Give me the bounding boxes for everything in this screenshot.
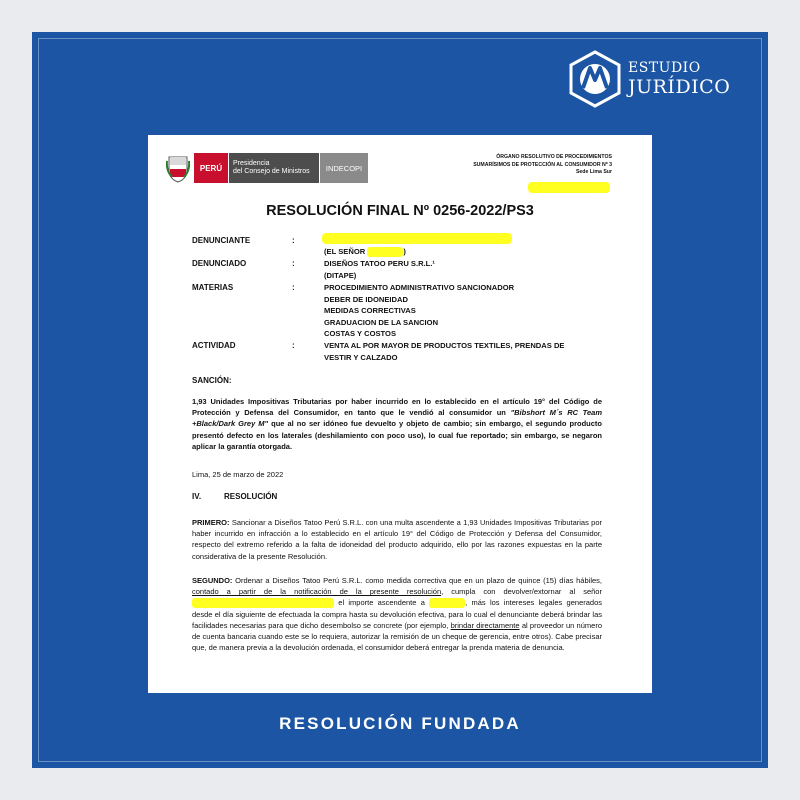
actividad-line1: VENTA AL POR MAYOR DE PRODUCTOS TEXTILES, PRENDAS DE	[324, 341, 565, 350]
primero-paragraph	[192, 517, 602, 562]
actividad-line2: VESTIR Y CALZADO	[324, 352, 398, 362]
denunciado-name: DISEÑOS TATOO PERU S.R.L.¹	[324, 259, 435, 268]
organ-line1: ÓRGANO RESOLUTIVO DE PROCEDIMIENTOS	[496, 154, 612, 160]
peru-label: PERÚ	[194, 153, 228, 183]
primero-text: Sancionar a Diseños Tatoo Perú S.R.L. con una multa ascendente a 1,93 Unidades Impositivas Tributarias por haber incurrido en infracción a lo establecido en el artículo 19° del Código de Protección y Defensa del Consumidor, respecto del extremo referido a la falta de idoneidad del producto adquirido, ello por las razones expuestas en la parte considerativa de la presente Resolución.	[192, 518, 602, 561]
redaction-highlight	[429, 598, 465, 608]
brand-name	[628, 60, 730, 98]
segundo-text-d: , más los intereses legales generados desde el día siguiente de efectuada la compra hasta su devolución efectiva, para lo cual el denunciante deberá brindar las facilidades necesarias para que dicho desembolso se concrete (por ejemplo,	[192, 598, 602, 630]
actividad-value	[324, 340, 565, 363]
segundo-text-b: , cumpla con devolver/extornar al señor	[441, 587, 602, 597]
materia-item: DEBER DE IDONEIDAD	[324, 294, 408, 304]
denunciante-sub	[324, 246, 406, 258]
segundo-label: SEGUNDO:	[192, 576, 233, 585]
segundo-text-a: Ordenar a Diseños Tatoo Perú S.R.L. como medida correctiva que en un plazo de quince (15) días hábiles,	[232, 576, 602, 585]
materia-item: PROCEDIMIENTO ADMINISTRATIVO SANCIONADOR	[324, 283, 515, 292]
segundo-underlined-2: brindar directamente	[450, 620, 520, 630]
denunciado-value	[324, 258, 435, 281]
section-title: RESOLUCIÓN	[224, 492, 278, 501]
primero-label: PRIMERO:	[192, 518, 230, 527]
section-number: IV.	[192, 492, 202, 501]
denunciante-label: DENUNCIANTE	[192, 236, 251, 245]
actividad-label: ACTIVIDAD	[192, 341, 236, 350]
organ-name	[473, 154, 612, 177]
indecopi-label: INDECOPI	[320, 153, 368, 183]
product-name: "Bibshort M´s RC Team +Black/Dark Grey M"	[192, 408, 602, 429]
sancion-text	[192, 396, 602, 452]
colon: :	[292, 259, 295, 268]
resolution-document	[148, 135, 652, 693]
materias-label: MATERIAS	[192, 283, 234, 292]
el-senor-prefix: (EL SEÑOR	[324, 247, 366, 256]
redaction-highlight	[322, 233, 512, 244]
resolution-date: Lima, 25 de marzo de 2022	[192, 470, 284, 479]
caption: RESOLUCIÓN FUNDADA	[279, 714, 521, 733]
segundo-text-e: al proveedor un número de cuenta bancaria cuando este se lo requiera, autorizar la remisión de un cheque de gerencia, entre otros). Cabe precisar que, de manera previa a la devolución ordenada, el consumidor deberá entregar la prenda materia de denuncia.	[192, 620, 602, 653]
materia-item: COSTAS Y COSTOS	[324, 329, 397, 338]
materia-item: GRADUACION DE LA SANCION	[324, 317, 439, 327]
sancion-text-b: que al no ser idóneo fue devuelto y objeto de cambio; sin embargo, el segundo producto presentó defecto en los laterales (deshilamiento con poco uso), lo cual fue reportado; sin embargo, se negaron aplicar la garantía otorgada.	[192, 419, 602, 451]
pcm-label	[229, 153, 319, 183]
pcm-line2: del Consejo de Ministros	[233, 168, 310, 175]
denunciado-label: DENUNCIADO	[192, 259, 247, 268]
el-senor-suffix: )	[403, 247, 406, 256]
document-header-logos	[166, 153, 368, 183]
segundo-paragraph	[192, 575, 602, 653]
segundo-text-c: el importe ascendente a	[334, 598, 430, 608]
organ-line2: SUMARÍSIMOS DE PROTECCIÓN AL CONSUMIDOR Nº 3	[473, 161, 612, 168]
pcm-line1: Presidencia	[233, 160, 270, 167]
redaction-highlight	[192, 598, 334, 608]
brand-line2: JURÍDICO	[628, 76, 731, 98]
denunciado-acronym: (DITAPE)	[324, 270, 357, 280]
colon: :	[292, 341, 295, 350]
sancion-text-a: 1,93 Unidades Impositivas Tributarias por haber incurrido en lo establecido en el artículo 19° del Código de Protección y Defensa del Consumidor, en tanto que le vendió al consumidor un	[192, 397, 602, 418]
hexagon-aw-logo-icon	[568, 50, 622, 108]
materias-list	[324, 282, 514, 340]
peru-coat-of-arms-icon	[166, 153, 190, 183]
sancion-label: SANCIÓN:	[192, 376, 232, 385]
brand-line1: ESTUDIO	[628, 60, 701, 76]
brand-logo	[568, 50, 730, 108]
colon: :	[292, 236, 295, 245]
colon: :	[292, 283, 295, 292]
redaction-highlight	[367, 247, 403, 257]
organ-line3: Sede Lima Sur	[575, 169, 612, 175]
segundo-underlined-1: contado a partir de la notificación de la presente resolución	[192, 587, 442, 597]
document-title: RESOLUCIÓN FINAL Nº 0256-2022/PS3	[266, 203, 534, 219]
redaction-highlight	[528, 182, 610, 193]
materia-item: MEDIDAS CORRECTIVAS	[324, 306, 416, 315]
